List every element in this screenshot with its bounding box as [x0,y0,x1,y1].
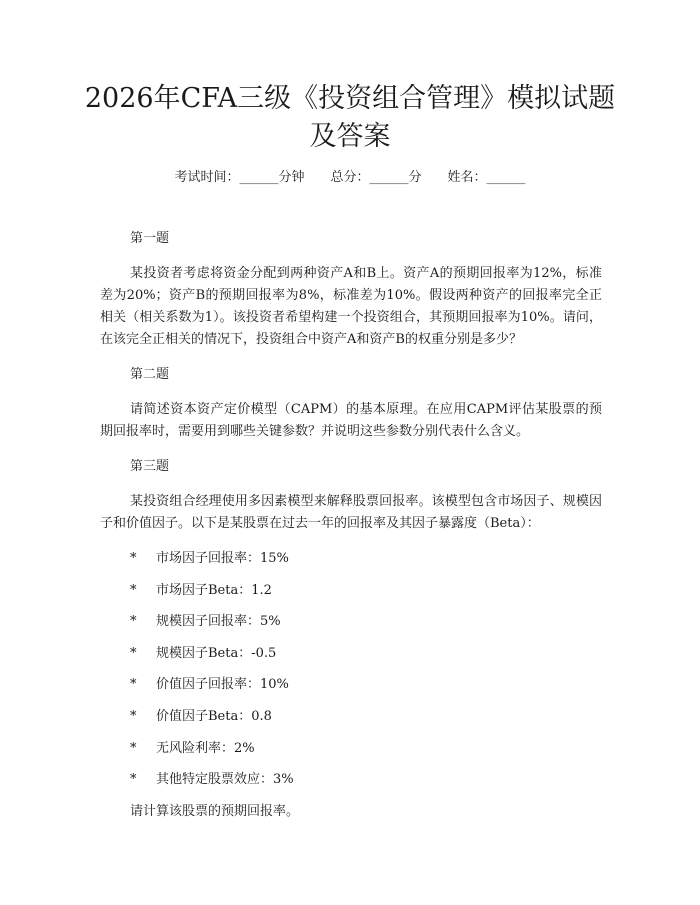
list-item-text: 价值因子Beta：0.8 [156,708,272,724]
total-score-field: 总分：______分 [330,170,422,185]
list-item-text: 价值因子回报率：10% [156,677,289,693]
question-text: 请简述资本资产定价模型（CAPM）的基本原理。在应用CAPM评估某股票的预期回报率时，需要用到哪些关键参数？并说明这些参数分别代表什么含义。 [100,402,602,439]
exam-info-line [0,168,700,188]
question-2 [100,364,602,443]
list-item [100,611,602,633]
list-item [100,674,602,696]
question-heading: 第一题 [130,231,170,246]
bullet-marker: * [130,551,137,566]
question-1 [100,228,602,351]
question-text: 某投资者考虑将资金分配到两种资产A和B上。资产A的预期回报率为12%，标准差为20%；资产B的预期回报率为8%，标准差为10%。假设两种资产的回报率完全正相关（相关系数为1）。该投资者希望构建一个投资组合，其预期回报率为10%。请问，在该完全正相关的情况下，投资组合中资产A和资产B的权重分别是多少？ [100,266,602,347]
question-heading: 第三题 [130,459,170,474]
name-field: 姓名：______ [447,170,526,185]
factor-list [100,548,602,791]
list-item [100,548,602,570]
exam-time-field: 考试时间：______分钟 [174,170,305,185]
bullet-marker: * [130,772,137,788]
bullet-marker: * [130,677,137,693]
list-item-text: 无风险利率：2% [156,740,255,756]
list-item-text: 市场因子回报率：15% [156,551,289,566]
question-closing: 请计算该股票的预期回报率。 [130,803,300,819]
list-item-text: 规模因子回报率：5% [156,614,281,630]
document-title: 2026年CFA三级《投资组合管理》模拟试题及答案 [84,83,616,152]
bullet-marker: * [130,614,137,630]
bullet-marker: * [130,645,137,661]
list-item-text: 规模因子Beta：-0.5 [156,645,277,661]
list-item [100,580,602,602]
list-item [100,769,602,791]
list-item [100,706,602,728]
list-item [100,738,602,760]
question-text: 某投资组合经理使用多因素模型来解释股票回报率。该模型包含市场因子、规模因子和价值因子。以下是某股票在过去一年的回报率及其因子暴露度（Beta）： [100,494,602,531]
list-item-text: 市场因子Beta：1.2 [156,582,272,598]
question-3 [100,456,602,823]
bullet-marker: * [130,708,137,724]
bullet-marker: * [130,740,137,756]
bullet-marker: * [130,582,137,598]
list-item [100,643,602,665]
list-item-text: 其他特定股票效应：3% [156,772,294,788]
document-body [100,228,602,823]
question-heading: 第二题 [130,367,170,382]
